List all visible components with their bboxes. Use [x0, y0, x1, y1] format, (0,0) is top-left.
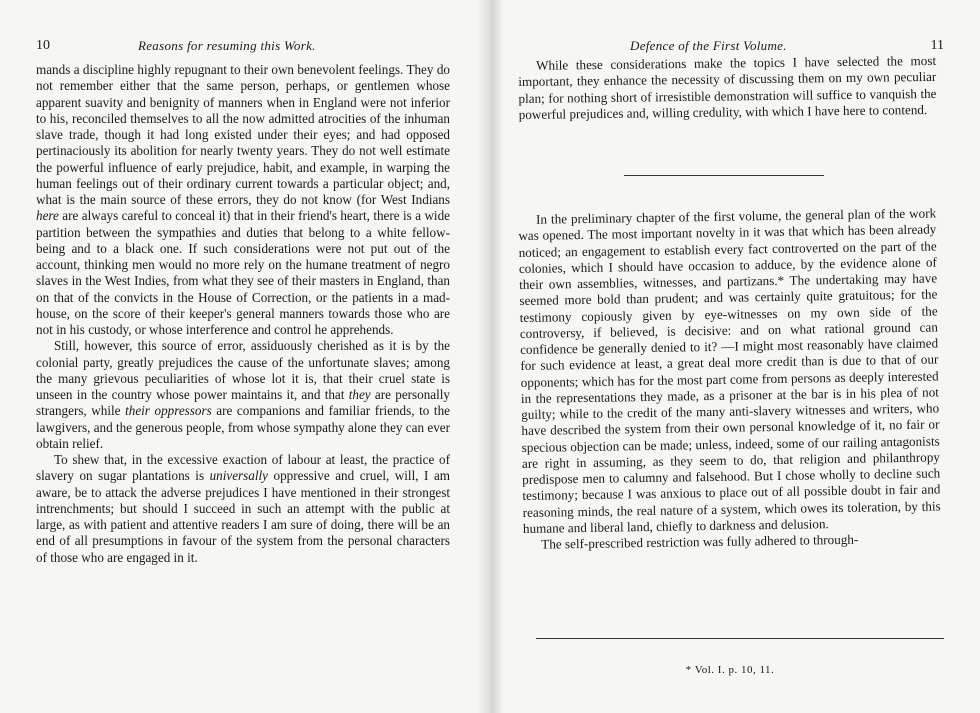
right-running-title: Defence of the First Volume. [630, 38, 787, 53]
left-paragraph-3 [36, 452, 450, 566]
right-top-block [518, 53, 937, 123]
footnote: * Vol. I. p. 10, 11. [685, 664, 775, 676]
italic-phrase: here [36, 208, 59, 224]
italic-phrase: they [348, 387, 371, 402]
text-run: are personally strangers, while [36, 387, 450, 419]
text-run: mands a discipline highly repugnant to their own benevolent feelings. They do not remember either that the same person, perhaps, or gentlemen whose apparent suavity and benignity of manners when in England were not inferior to his, reconciled themselves to all the now admitted atrocities of the inhuman slave trade, though it had long existed under their eyes; and had opposed pertinaciously its abolition for nearly twenty years. They do not well estimate the powerful influence of early prejudice, habit, and example, in warping the human feelings out of their ordinary current towards a particular object; and, what is the main source of these errors, they do not know (for West Indians [36, 62, 450, 207]
text-run: oppressive and cruel, will, I am aware, be to attack the adverse prejudices I have mentioned in their strongest intrenchments; but should I succeed in such an attempt with the public at large, as with patient and attentive readers I am sure of doing, there will be an end of all presumptions in favour of the system from the personal characters of those who are engaged in it. [36, 468, 450, 565]
section-divider-rule [624, 175, 824, 176]
right-main-block [518, 205, 941, 553]
right-paragraph-1: In the preliminary chapter of the first volume, the general plan of the work was opened. The most important novelty in it was that which has been already noticed; an engagement to establish every fact controverted on the part of the colonies, which I should have occasion to adduce, by the evidence alone of their own assemblies, witnesses, and partizans.* The undertaking may have seemed more bold than prudent; and was certainly quite gratuitous; for the testimony copiously given by eye-witnesses on my own side of the controversy, if believed, is decisive: and on what rational ground can confidence be generally denied to it? —I might most reasonably have claimed for such evidence at least, a great deal more credit than is due to that of our opponents; which has for the most part come from persons as deeply interested in the representations they made, as a prisoner at the bar is in his plea of not guilty; while to the credit of the many anti-slavery witnesses and writers, who have described the system from their own personal knowledge of it, no fair or specious objection can be made; unless, indeed, some of our railing antagonists are right in assuming, as they seem to do, that religion and philanthropy predispose men to calumny and falsehood. But I chose wholly to decline such testimony; because I was anxious to place out of all possible doubt in fair and reasoning minds, the real nature of a system, which owes its toleration, by this humane and liberal land, chiefly to darkness and delusion. [518, 205, 941, 536]
italic-phrase: their oppressors [125, 403, 212, 419]
right-page-number: 11 [930, 38, 944, 53]
footnote-rule [536, 638, 944, 639]
left-running-title: Reasons for resuming this Work. [138, 38, 316, 53]
text-run: are companions and familiar friends, to the lawgivers, and the generous people, from whose sympathy alone they can ever obtain relief. [36, 403, 450, 451]
italic-phrase: universally [209, 468, 268, 484]
left-page-number: 10 [36, 38, 50, 53]
left-paragraph-1 [36, 62, 450, 338]
text-run: Still, however, this source of error, assiduously cherished as it is by the colonial party, greatly prejudices the cause of the unfortunate slaves; among the many grievous peculiarities of whose lot it is, that their cruel state is unseen in the country whose power maintains it, and that [36, 338, 450, 402]
text-run: To shew that, in the excessive exaction of labour at least, the practice of slavery on sugar plantations is [36, 452, 450, 484]
text-run: are always careful to conceal it) that in their friend's heart, there is a wide partition between the sympathies and duties that belong to a white fellow-being and to a black one. If such considerations were not put out of the account, thinking men would no more rely on the humane treatment of negro slaves in the West Indies, from what they see of their masters in England, than on that of the convicts in the House of Correction, or the patients in a mad-house, on the score of their keeper's general manners towards those who are not in his custody, or whose interference and control he apprehends. [36, 208, 450, 337]
right-paragraph-2: The self-prescribed restriction was fully adhered to through- [541, 531, 859, 552]
left-body-text [36, 62, 450, 566]
right-page [500, 0, 980, 713]
left-paragraph-2 [36, 338, 450, 452]
left-running-head [36, 38, 450, 58]
left-page [0, 0, 480, 713]
right-top-paragraph: While these considerations make the topics I have selected the most important, they enhance the necessity of discussing them on my own peculiar plan; for nothing short of irresistible demonstration will suffice to vanquish the powerful prejudices and, willing credulity, with which I have here to contend. [518, 52, 937, 122]
